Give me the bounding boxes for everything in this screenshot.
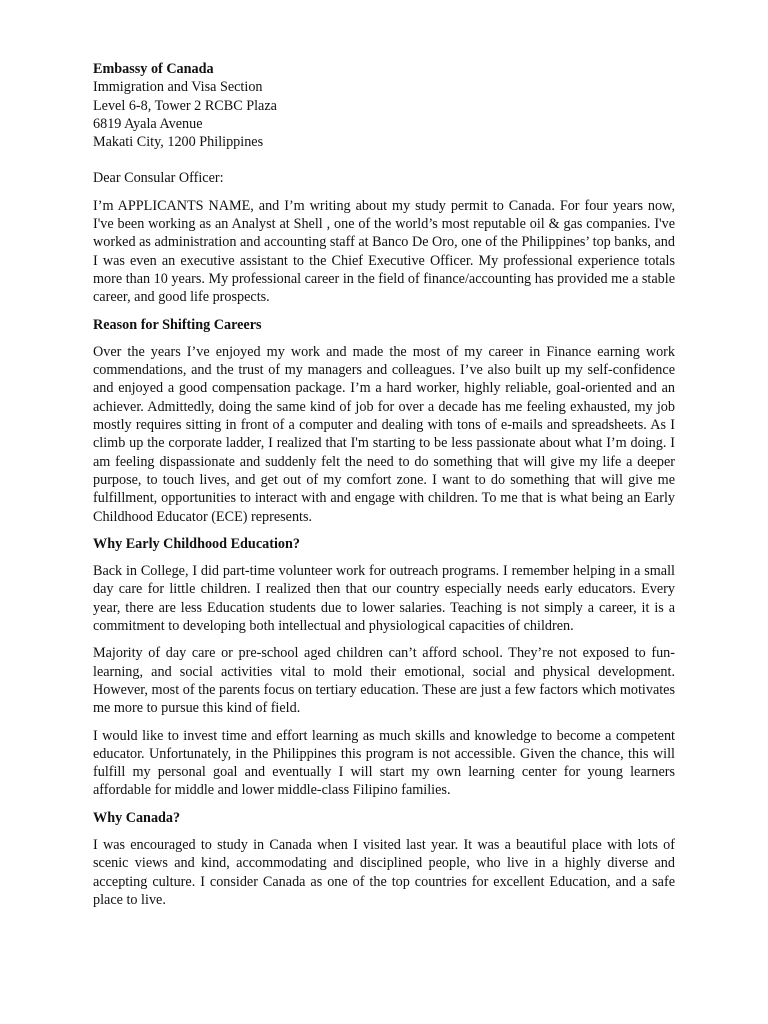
address-line: Level 6-8, Tower 2 RCBC Plaza bbox=[93, 97, 277, 114]
recipient-name: Embassy of Canada bbox=[93, 61, 214, 77]
section-heading-shifting-careers: Reason for Shifting Careers bbox=[93, 316, 262, 333]
recipient-address bbox=[93, 60, 675, 151]
paragraph: I was encouraged to study in Canada when I visited last year. It was a beautiful place with lots of scenic views and kind, accommodating and disciplined people, who live in a highly diverse and accepting culture. I consider Canada as one of the top countries for excellent Education, and a safe place to live. bbox=[93, 836, 675, 908]
paragraph: Majority of day care or pre-school aged children can’t afford school. They’re not exposed to fun-learning, and social activities vital to mold their emotional, social and physical development. However, most of the parents focus on tertiary education. These are just a few factors which motivates me more to pursue this kind of field. bbox=[93, 645, 675, 717]
paragraph: Back in College, I did part-time volunteer work for outreach programs. I remember helping in a small day care for little children. I realized then that our country especially needs early educators. Every year, there are less Education students due to lower salaries. Teaching is not simply a career, it is a commitment to developing both intellectual and physiological capacities of children. bbox=[93, 563, 675, 635]
salutation: Dear Consular Officer: bbox=[93, 170, 224, 187]
address-line: Makati City, 1200 Philippines bbox=[93, 134, 264, 151]
section-heading-why-canada: Why Canada? bbox=[93, 809, 181, 826]
letter-page bbox=[93, 60, 675, 918]
intro-paragraph: I’m APPLICANTS NAME, and I’m writing about my study permit to Canada. For four years now, I've been working as an Analyst at Shell , one of the world’s most reputable oil & gas companies. I've worked as administration and accounting staff at Banco De Oro, one of the Philippines’ top banks, and I was even an executive assistant to the Chief Executive Officer. My professional experience totals more than 10 years. My professional career in the field of finance/accounting has provided me a stable career, and good life prospects. bbox=[93, 197, 675, 306]
paragraph: Over the years I’ve enjoyed my work and made the most of my career in Finance earning work commendations, and the trust of my managers and colleagues. I’ve also built up my self-confidence and enjoyed a good compensation package. I’m a hard worker, highly reliable, goal-oriented and an achiever. Admittedly, doing the same kind of job for over a decade has me feeling exhausted, my job mostly requires sitting in front of a computer and dealing with tons of e-mails and spreadsheets. As I climb up the corporate ladder, I realized that I'm starting to be less passionate about what I’m doing. I am feeling dispassionate and suddenly felt the need to do something that will give my life a deeper purpose, to touch lives, and get out of my comfort zone. I want to do something that will give me fulfillment, opportunities to interact with and engage with children. To me that is what being an Early Childhood Educator (ECE) represents. bbox=[93, 343, 675, 525]
section-heading-early-childhood: Why Early Childhood Education? bbox=[93, 535, 300, 552]
address-line: Immigration and Visa Section bbox=[93, 79, 263, 96]
address-line: 6819 Ayala Avenue bbox=[93, 115, 203, 132]
paragraph: I would like to invest time and effort learning as much skills and knowledge to become a competent educator. Unfortunately, in the Philippines this program is not accessible. Given the chance, this will fulfill my personal goal and eventually I will start my own learning center for young learners affordable for middle and lower middle-class Filipino families. bbox=[93, 727, 675, 799]
